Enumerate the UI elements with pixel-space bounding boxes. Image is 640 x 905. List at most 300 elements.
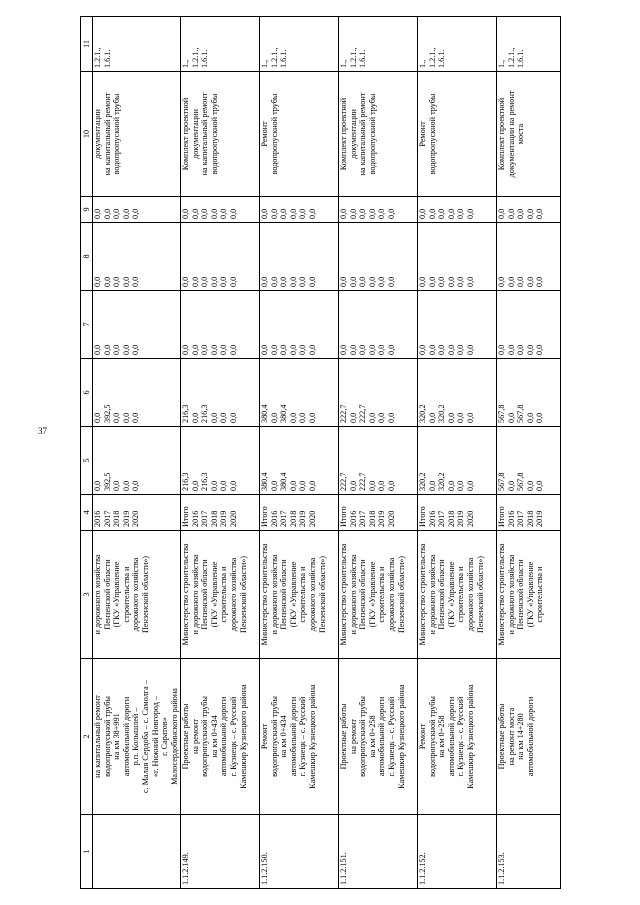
expected-result-line: водопропускной трубы [427, 93, 437, 175]
federal-budget-line: 0,0 [377, 344, 387, 355]
year-list-line: 2020 [386, 510, 396, 527]
year-list-line: 2016 [93, 510, 102, 527]
indicator-links-line: 1.6.1. [437, 49, 447, 68]
executor-line: и дорожного хозяйства [506, 554, 516, 635]
other-sources-line: 0,0 [377, 208, 387, 219]
local-budget-line: 0,0 [437, 276, 447, 287]
column-header-2: 2 [81, 659, 93, 815]
year-list-line: 2018 [209, 510, 219, 527]
indicator-links-line: 1.2.1., [93, 47, 102, 68]
measure-name-line: автомобильной дороги [525, 696, 535, 777]
total-funding-line: 216,3 [200, 472, 210, 491]
total-funding-cell [181, 427, 260, 495]
expected-result-cell [497, 72, 561, 197]
regional-budget-line: 0,0 [121, 412, 131, 423]
other-sources-line: 0,0 [339, 208, 348, 219]
other-sources-line: 0,0 [288, 208, 298, 219]
local-budget-line: 0,0 [516, 276, 526, 287]
local-budget-line: 0,0 [497, 276, 506, 287]
year-list-line: 2019 [456, 510, 466, 527]
other-sources-cell [418, 197, 497, 223]
local-budget-line: 0,0 [386, 276, 396, 287]
executor-line: строительства и [456, 566, 466, 623]
federal-budget-line: 0,0 [279, 344, 289, 355]
local-budget-line: 0,0 [525, 276, 535, 287]
year-list-cell [93, 495, 181, 531]
measure-name-line: на км 0+258 [437, 715, 447, 758]
page-number: 37 [38, 426, 47, 436]
measure-name-cell [339, 659, 418, 815]
federal-budget-line: 0,0 [535, 344, 545, 355]
indicator-links-cell [418, 17, 497, 72]
executor-line: (ГКУ «Управление [367, 561, 377, 628]
regional-budget-line: 0,0 [348, 412, 358, 423]
year-list-line: 2016 [190, 510, 200, 527]
regional-budget-line: 380,4 [260, 404, 269, 423]
executor-line: строительства и [298, 566, 308, 623]
executor-line: и дорожного хозяйства [190, 554, 200, 635]
expected-result-line: Ремонт [418, 121, 427, 147]
measure-name-line: г. Кузнецк – с. Русский [386, 696, 396, 777]
rotated-page [80, 17, 622, 889]
total-funding-line: 0,0 [131, 480, 141, 491]
other-sources-line: 0,0 [307, 208, 317, 219]
indicator-links-line: 1.6.1. [279, 49, 289, 68]
indicator-links-line: 1.6.1. [102, 49, 112, 68]
measure-name-line: на ремонт [190, 718, 200, 755]
total-funding-line: 380,4 [279, 472, 289, 491]
local-budget-line: 0,0 [269, 276, 279, 287]
other-sources-cell [93, 197, 181, 223]
total-funding-line: 567,8 [497, 472, 506, 491]
local-budget-line: 0,0 [298, 276, 308, 287]
regional-budget-line: 0,0 [427, 412, 437, 423]
measure-name-line: водопропускной трубы [200, 696, 210, 777]
federal-budget-line: 0,0 [288, 344, 298, 355]
local-budget-line: 0,0 [219, 276, 229, 287]
total-funding-line: 0,0 [93, 480, 102, 491]
measure-name-line: Ремонт [418, 723, 427, 750]
year-list-line: 2016 [427, 510, 437, 527]
column-header-11: 11 [81, 17, 93, 72]
total-funding-line: 0,0 [219, 480, 229, 491]
row-number-cell [339, 815, 418, 889]
year-list-line: Итого [339, 506, 348, 527]
column-header-7: 7 [81, 291, 93, 359]
federal-budget-line: 0,0 [93, 344, 102, 355]
table-row [497, 17, 561, 889]
regional-budget-cell [497, 359, 561, 427]
year-list-line: 2017 [516, 510, 526, 527]
local-budget-line: 0,0 [181, 276, 190, 287]
executor-line: Министерство строительства [339, 543, 348, 646]
local-budget-line: 0,0 [131, 276, 141, 287]
regional-budget-line: 0,0 [190, 412, 200, 423]
executor-line: (ГКУ «Управление [525, 561, 535, 628]
measure-name-line: автомобильной дороги [288, 696, 298, 777]
executor-line: и дорожного хозяйства [427, 554, 437, 635]
year-list-line: 2016 [506, 510, 516, 527]
row-number-cell [93, 815, 181, 889]
year-list-line: 2016 [348, 510, 358, 527]
column-header-4: 4 [81, 495, 93, 531]
executor-line: дорожного хозяйства [228, 557, 238, 632]
total-funding-line: 567,8 [516, 472, 526, 491]
federal-budget-line: 0,0 [525, 344, 535, 355]
measure-name-line: г. Кузнецк – с. Русский [228, 696, 238, 777]
executor-line: (ГКУ «Управление [112, 561, 122, 628]
regional-budget-line: 0,0 [288, 412, 298, 423]
executor-line: (ГКУ «Управление [446, 561, 456, 628]
indicator-links-line: 1.6.1. [358, 49, 368, 68]
executor-line: строительства и [219, 566, 229, 623]
executor-line: и дорожного хозяйства [93, 554, 102, 635]
federal-budget-line: 0,0 [219, 344, 229, 355]
expected-result-line: Комплект проектной [497, 97, 506, 171]
regional-budget-line: 0,0 [456, 412, 466, 423]
other-sources-line: 0,0 [200, 208, 210, 219]
regional-budget-line: 216,3 [200, 404, 210, 423]
total-funding-line: 320,2 [437, 472, 447, 491]
expected-result-cell [260, 72, 339, 197]
indicator-links-line: 1.6.1. [516, 49, 526, 68]
measure-name-line: Камешкир Кузнецкого района [238, 684, 248, 789]
measure-name-line: Камешкир Кузнецкого района [465, 684, 475, 789]
measure-name-line: г. Саратов» [160, 717, 170, 756]
expected-result-cell [93, 72, 181, 197]
federal-budget-line: 0,0 [181, 344, 190, 355]
local-budget-cell [339, 223, 418, 291]
measure-name-line: г. Кузнецк – с. Русский [298, 696, 308, 777]
federal-budget-line: 0,0 [418, 344, 427, 355]
federal-budget-line: 0,0 [209, 344, 219, 355]
local-budget-line: 0,0 [190, 276, 200, 287]
total-funding-line: 0,0 [121, 480, 131, 491]
regional-budget-line: 0,0 [228, 412, 238, 423]
executor-line: Пензенской области [358, 559, 368, 630]
year-list-line: 2019 [121, 510, 131, 527]
other-sources-line: 0,0 [497, 208, 506, 219]
other-sources-line: 0,0 [219, 208, 229, 219]
other-sources-line: 0,0 [516, 208, 526, 219]
total-funding-line: 0,0 [228, 480, 238, 491]
other-sources-line: 0,0 [386, 208, 396, 219]
year-list-line: 2019 [219, 510, 229, 527]
measure-name-line: автомобильной дороги [121, 696, 131, 777]
regional-budget-line: 567,8 [497, 404, 506, 423]
local-budget-line: 0,0 [358, 276, 368, 287]
year-list-line: 2018 [288, 510, 298, 527]
other-sources-line: 0,0 [228, 208, 238, 219]
indicator-links-cell [339, 17, 418, 72]
other-sources-line: 0,0 [279, 208, 289, 219]
total-funding-line: 0,0 [307, 480, 317, 491]
federal-budget-line: 0,0 [497, 344, 506, 355]
executor-line: Пензенской области [437, 559, 447, 630]
measure-name-line: на км 38+991 [112, 713, 122, 760]
expected-result-cell [339, 72, 418, 197]
measure-name-line: Камешкир Кузнецкого района [307, 684, 317, 789]
local-budget-line: 0,0 [427, 276, 437, 287]
indicator-links-cell [260, 17, 339, 72]
federal-budget-line: 0,0 [200, 344, 210, 355]
regional-budget-line: 0,0 [307, 412, 317, 423]
indicator-links-line: 1.6.1. [200, 49, 210, 68]
expected-result-line: Комплект проектной [339, 97, 348, 171]
regional-budget-line: 216,3 [181, 404, 190, 423]
column-header-5: 5 [81, 427, 93, 495]
local-budget-cell [497, 223, 561, 291]
indicator-links-line: 1., [418, 59, 427, 68]
indicator-links-line: 1.2.1., [427, 47, 437, 68]
federal-budget-line: 0,0 [298, 344, 308, 355]
executor-line: Пензенской области») [396, 555, 406, 634]
measure-name-line: Ремонт [260, 723, 269, 750]
regional-budget-cell [339, 359, 418, 427]
federal-budget-line: 0,0 [307, 344, 317, 355]
other-sources-cell [497, 197, 561, 223]
year-list-cell [497, 495, 561, 531]
expected-result-line: на капитальный ремонт [102, 92, 112, 176]
other-sources-line: 0,0 [456, 208, 466, 219]
row-number-line: 1.1.2.149. [181, 852, 190, 885]
other-sources-line: 0,0 [465, 208, 475, 219]
year-list-line: 2017 [437, 510, 447, 527]
row-number-cell [418, 815, 497, 889]
federal-budget-line: 0,0 [190, 344, 200, 355]
total-funding-cell [418, 427, 497, 495]
total-funding-line: 0,0 [525, 480, 535, 491]
executor-line: дорожного хозяйства [131, 557, 141, 632]
regional-budget-line: 0,0 [112, 412, 122, 423]
header-row [81, 17, 93, 889]
year-list-line: 2020 [307, 510, 317, 527]
federal-budget-line: 0,0 [446, 344, 456, 355]
year-list-line: 2017 [279, 510, 289, 527]
executor-cell [418, 531, 497, 659]
executor-line: дорожного хозяйства [307, 557, 317, 632]
year-list-line: 2017 [200, 510, 210, 527]
indicator-links-line: 1.2.1., [269, 47, 279, 68]
program-table [80, 16, 561, 889]
executor-line: Министерство строительства [497, 543, 506, 646]
regional-budget-cell [181, 359, 260, 427]
measure-name-line: на км 14+280 [516, 713, 526, 760]
other-sources-line: 0,0 [427, 208, 437, 219]
other-sources-line: 0,0 [525, 208, 535, 219]
other-sources-line: 0,0 [535, 208, 545, 219]
federal-budget-line: 0,0 [516, 344, 526, 355]
other-sources-cell [339, 197, 418, 223]
regional-budget-line: 320,2 [437, 404, 447, 423]
indicator-links-line: 1., [339, 59, 348, 68]
regional-budget-line: 0,0 [535, 412, 545, 423]
local-budget-line: 0,0 [367, 276, 377, 287]
local-budget-cell [418, 223, 497, 291]
year-list-cell [418, 495, 497, 531]
row-number-line: 1.1.2.151. [339, 852, 348, 885]
federal-budget-line: 0,0 [339, 344, 348, 355]
local-budget-line: 0,0 [446, 276, 456, 287]
executor-cell [339, 531, 418, 659]
year-list-line: 2020 [131, 510, 141, 527]
year-list-line: 2020 [465, 510, 475, 527]
year-list-line: 2019 [298, 510, 308, 527]
total-funding-cell [93, 427, 181, 495]
measure-name-line: водопропускной трубы [102, 696, 112, 777]
executor-cell [497, 531, 561, 659]
table-row [93, 17, 181, 889]
local-budget-line: 0,0 [465, 276, 475, 287]
expected-result-cell [418, 72, 497, 197]
regional-budget-line: 0,0 [506, 412, 516, 423]
total-funding-line: 392,5 [102, 472, 112, 491]
measure-name-line: Малосердобинского района [169, 688, 179, 785]
executor-line: Пензенской области») [238, 555, 248, 634]
executor-line: Министерство строительства [260, 543, 269, 646]
total-funding-line: 0,0 [112, 480, 122, 491]
federal-budget-line: 0,0 [131, 344, 141, 355]
local-budget-line: 0,0 [228, 276, 238, 287]
measure-name-cell [497, 659, 561, 815]
other-sources-line: 0,0 [181, 208, 190, 219]
regional-budget-line: 567,8 [516, 404, 526, 423]
executor-line: строительства и [121, 566, 131, 623]
total-funding-line: 0,0 [456, 480, 466, 491]
total-funding-line: 222,7 [339, 472, 348, 491]
local-budget-cell [181, 223, 260, 291]
year-list-line: 2017 [358, 510, 368, 527]
indicator-links-line: 1., [181, 59, 190, 68]
measure-name-line: на км 0+258 [367, 715, 377, 758]
row-number-cell [260, 815, 339, 889]
federal-budget-line: 0,0 [427, 344, 437, 355]
indicator-links-line: 1.2.1., [190, 47, 200, 68]
other-sources-line: 0,0 [131, 208, 141, 219]
executor-line: строительства и [377, 566, 387, 623]
measure-name-line: автомобильной дороги [446, 696, 456, 777]
executor-line: Пензенской области») [317, 555, 327, 634]
year-list-cell [339, 495, 418, 531]
column-header-1: 1 [81, 815, 93, 889]
row-number-line: 1.1.2.150. [260, 852, 269, 885]
other-sources-line: 0,0 [102, 208, 112, 219]
federal-budget-line: 0,0 [102, 344, 112, 355]
regional-budget-line: 0,0 [219, 412, 229, 423]
local-budget-line: 0,0 [121, 276, 131, 287]
local-budget-line: 0,0 [535, 276, 545, 287]
expected-result-line: водопропускной трубы [112, 93, 122, 175]
expected-result-line: водопропускной трубы [269, 93, 279, 175]
local-budget-line: 0,0 [279, 276, 289, 287]
expected-result-line: документации на ремонт [506, 90, 516, 178]
executor-line: Министерство строительства [418, 543, 427, 646]
federal-budget-line: 0,0 [358, 344, 368, 355]
column-header-6: 6 [81, 359, 93, 427]
federal-budget-cell [339, 291, 418, 359]
federal-budget-line: 0,0 [367, 344, 377, 355]
expected-result-line: документации [190, 109, 200, 159]
year-list-line: 2018 [112, 510, 122, 527]
year-list-line: 2018 [446, 510, 456, 527]
measure-name-cell [418, 659, 497, 815]
total-funding-line: 0,0 [427, 480, 437, 491]
measure-name-line: Камешкир Кузнецкого района [396, 684, 406, 789]
executor-line: и дорожного хозяйства [348, 554, 358, 635]
regional-budget-line: 0,0 [525, 412, 535, 423]
local-budget-line: 0,0 [506, 276, 516, 287]
local-budget-line: 0,0 [260, 276, 269, 287]
local-budget-line: 0,0 [307, 276, 317, 287]
regional-budget-line: 0,0 [269, 412, 279, 423]
other-sources-line: 0,0 [260, 208, 269, 219]
other-sources-line: 0,0 [367, 208, 377, 219]
federal-budget-cell [93, 291, 181, 359]
regional-budget-line: 222,7 [339, 404, 348, 423]
measure-name-line: на ремонт моста [506, 707, 516, 766]
indicator-links-cell [181, 17, 260, 72]
year-list-line: 2020 [228, 510, 238, 527]
other-sources-line: 0,0 [121, 208, 131, 219]
other-sources-line: 0,0 [446, 208, 456, 219]
measure-name-line: с. Малая Сердоба – с. Самолга – [140, 680, 150, 793]
local-budget-line: 0,0 [112, 276, 122, 287]
federal-budget-line: 0,0 [260, 344, 269, 355]
table-row [260, 17, 339, 889]
total-funding-line: 0,0 [298, 480, 308, 491]
expected-result-line: Комплект проектной [181, 97, 190, 171]
regional-budget-line: 0,0 [298, 412, 308, 423]
total-funding-cell [260, 427, 339, 495]
measure-name-cell [93, 659, 181, 815]
row-number-line [93, 818, 103, 885]
local-budget-line: 0,0 [456, 276, 466, 287]
executor-line: дорожного хозяйства [386, 557, 396, 632]
local-budget-line: 0,0 [339, 276, 348, 287]
measure-name-line: на км 0+434 [209, 715, 219, 758]
federal-budget-line: 0,0 [465, 344, 475, 355]
other-sources-line: 0,0 [298, 208, 308, 219]
column-header-9: 9 [81, 197, 93, 223]
measure-name-line: водопропускной трубы [427, 696, 437, 777]
other-sources-line: 0,0 [93, 208, 102, 219]
other-sources-line: 0,0 [348, 208, 358, 219]
local-budget-line: 0,0 [102, 276, 112, 287]
measure-name-line: автомобильной дороги [219, 696, 229, 777]
local-budget-line: 0,0 [200, 276, 210, 287]
federal-budget-line: 0,0 [112, 344, 122, 355]
total-funding-line: 320,2 [418, 472, 427, 491]
expected-result-line: моста [516, 123, 526, 145]
indicator-links-cell [93, 17, 181, 72]
row-number-cell [181, 815, 260, 889]
year-list-line: 2019 [377, 510, 387, 527]
regional-budget-line: 0,0 [131, 412, 141, 423]
executor-cell [93, 531, 181, 659]
other-sources-line: 0,0 [437, 208, 447, 219]
federal-budget-line: 0,0 [121, 344, 131, 355]
year-list-line: Итого [181, 506, 190, 527]
regional-budget-cell [418, 359, 497, 427]
federal-budget-cell [497, 291, 561, 359]
indicator-links-line: 1.2.1., [348, 47, 358, 68]
measure-name-line: автомобильной дороги [377, 696, 387, 777]
measure-name-line: «г. Нижний Новгород – [150, 695, 160, 778]
regional-budget-line: 0,0 [465, 412, 475, 423]
column-header-8: 8 [81, 223, 93, 291]
other-sources-line: 0,0 [418, 208, 427, 219]
year-list-line: Итого [260, 506, 269, 527]
